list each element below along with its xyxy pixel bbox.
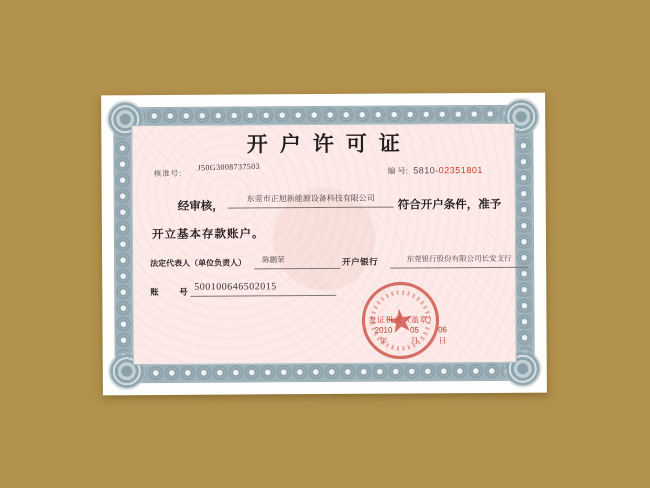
issue-day: 06 [438, 325, 448, 335]
approval-number-label: 核准号: [153, 168, 183, 179]
day-unit: 日 [438, 336, 447, 346]
issue-month: 05 [410, 325, 420, 335]
month-unit: 月 [410, 336, 419, 346]
certificate-field [132, 124, 515, 364]
issue-date-numbers [367, 325, 457, 335]
account-number-value: 500100646502015 [190, 281, 336, 297]
serial-number [388, 165, 483, 177]
serial-number-prefix: 5810- [413, 165, 439, 176]
year-unit: 年 [379, 336, 388, 346]
body-reviewed-text: 经审核， [177, 200, 224, 213]
certificate-title: 开户许可证 [246, 131, 412, 157]
approval-number-value: J50G3008737503 [197, 161, 261, 173]
body-account-text: 开立基本存款账户。 [151, 228, 265, 242]
serial-number-label: 编 号: [387, 166, 409, 176]
opening-bank-label: 开户银行 [342, 256, 379, 267]
company-name: 东莞市正旭新能源设备科技有限公司 [228, 193, 394, 209]
certificate-paper [101, 93, 547, 396]
account-number-label: 账 号 [150, 286, 194, 298]
legal-representative-name: 陈鹏荣 [254, 254, 340, 270]
issue-date-units [367, 335, 457, 347]
frame-band-top [114, 106, 532, 126]
body-conditions-text: 符合开户条件，准予 [397, 198, 502, 212]
opening-bank-name: 东莞银行股份有限公司长安支行 [390, 253, 528, 269]
frame-band-bottom [116, 363, 534, 383]
legal-representative-label: 法定代表人（单位负责人） [150, 258, 247, 269]
serial-number-red-digits: 02351801 [438, 165, 483, 176]
issuing-authority-label: 发证机关（盖章） [368, 315, 437, 325]
issue-year: 2010 [374, 325, 393, 335]
